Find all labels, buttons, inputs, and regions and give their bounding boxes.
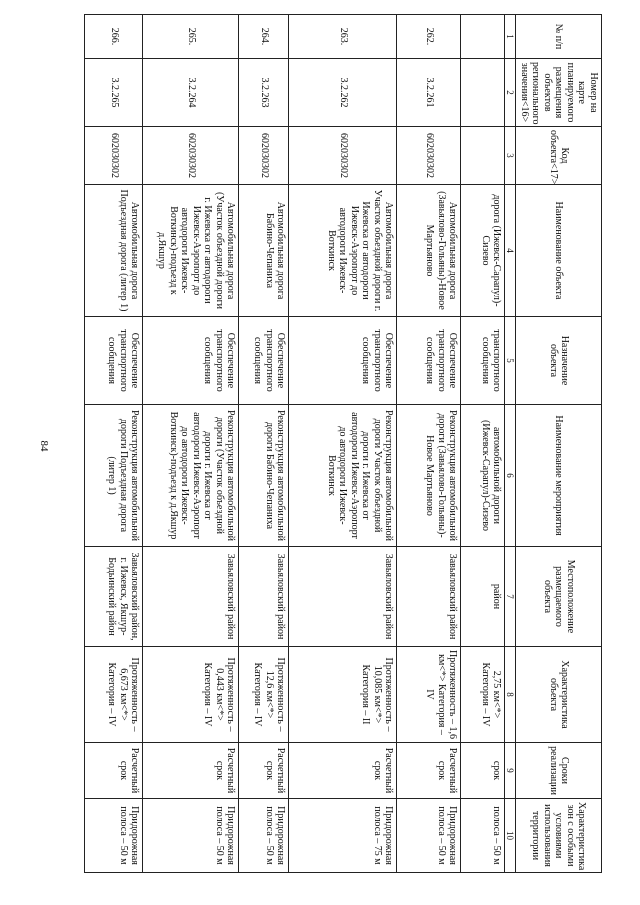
- object-code: 602030302: [289, 127, 397, 185]
- column-index: 5: [505, 317, 516, 405]
- zone-characteristic: Придорожная полоса – 50 м: [239, 799, 289, 873]
- header-row: [516, 15, 602, 873]
- map-number: 3.2.262: [289, 59, 397, 127]
- object-name: дорога (Ижевск-Сарапул)-Сизево: [461, 185, 505, 317]
- object-purpose: Обеспечение транспортного сообщения: [397, 317, 461, 405]
- row-number: 263.: [289, 15, 397, 59]
- object-purpose: Обеспечение транспортного сообщения: [239, 317, 289, 405]
- map-number: 3.2.264: [143, 59, 239, 127]
- header-cell: № п/п: [516, 15, 602, 59]
- implementation-term: Расчетный срок: [239, 743, 289, 799]
- measure-name: Реконструкция автомобильной дороги (Завьялово-Гольяны)-Новое Мартьяново: [397, 405, 461, 547]
- header-cell: Характеристика объекта: [516, 647, 602, 743]
- header-cell: Наименование мероприятия: [516, 405, 602, 547]
- column-index: 4: [505, 185, 516, 317]
- row-number: 264.: [239, 15, 289, 59]
- column-index: 6: [505, 405, 516, 547]
- implementation-term: Расчетный срок: [397, 743, 461, 799]
- table-row: [239, 15, 289, 873]
- rotated-page: [106, 14, 602, 872]
- header-cell: Назначение объекта: [516, 317, 602, 405]
- object-purpose: Обеспечение транспортного сообщения: [143, 317, 239, 405]
- zone-characteristic: полоса – 50 м: [461, 799, 505, 873]
- object-location: Завьяловский район: [397, 547, 461, 647]
- column-index: 2: [505, 59, 516, 127]
- object-location: район: [461, 547, 505, 647]
- object-code: 602030302: [143, 127, 239, 185]
- object-code: 602030302: [85, 127, 143, 185]
- table-row: [397, 15, 461, 873]
- object-name: Автомобильная дорога Бабино-Чепаниха: [239, 185, 289, 317]
- header-cell: Наименование объекта: [516, 185, 602, 317]
- row-number: 262.: [397, 15, 461, 59]
- measure-name: Реконструкция автомобильной дороги (Участок объездной дороги г. Ижевска от автодороги Ижевск-Аэропорт до автодороги Ижевск-Воткинск)-подъезд к д.Якшур: [143, 405, 239, 547]
- implementation-term: Расчетный срок: [143, 743, 239, 799]
- object-code: 602030302: [397, 127, 461, 185]
- objects-table: [85, 14, 603, 873]
- map-number: 3.2.263: [239, 59, 289, 127]
- column-index: 9: [505, 743, 516, 799]
- object-purpose: Обеспечение транспортного сообщения: [85, 317, 143, 405]
- zone-characteristic: Придорожная полоса – 50 м: [397, 799, 461, 873]
- header-cell: Характеристика зон с особыми условиями использования территории: [516, 799, 602, 873]
- zone-characteristic: Придорожная полоса – 50 м: [143, 799, 239, 873]
- object-characteristic: Протяженность – 12,6 км<*> Категория – IV: [239, 647, 289, 743]
- object-name: Автомобильная дорога (Участок объездной дороги г. Ижевска от автодороги Ижевск-Аэропорт до автодороги Ижевск-Воткинск)-подъезд к д.Якшур: [143, 185, 239, 317]
- table-viewport: [106, 14, 602, 872]
- object-name: Автомобильная дорога Участок объездной дороги г. Ижевска от автодороги Ижевск-Аэропорт до автодороги Ижевск-Воткинск: [289, 185, 397, 317]
- object-name: Автомобильная дорога Подъездная дорога (литер 1): [85, 185, 143, 317]
- object-location: Завьяловский район: [143, 547, 239, 647]
- row-number: 265.: [143, 15, 239, 59]
- object-characteristic: Протяженность – 10,085 км<*> Категория – II: [289, 647, 397, 743]
- table-row: [143, 15, 239, 873]
- measure-name: Реконструкция автомобильной дороги Подъездная дорога (литер 1): [85, 405, 143, 547]
- measure-name: Реконструкция автомобильной дороги Бабино-Чепаниха: [239, 405, 289, 547]
- map-number: 3.2.265: [85, 59, 143, 127]
- object-characteristic: Протяженность – 6,673 км<*> Категория – IV: [85, 647, 143, 743]
- object-code: [461, 127, 505, 185]
- object-code: 602030302: [239, 127, 289, 185]
- page-number: 84: [38, 440, 50, 452]
- map-number: [461, 59, 505, 127]
- object-purpose: транспортного сообщения: [461, 317, 505, 405]
- object-purpose: Обеспечение транспортного сообщения: [289, 317, 397, 405]
- implementation-term: Расчетный срок: [289, 743, 397, 799]
- object-location: Завьяловский район: [289, 547, 397, 647]
- row-number: [461, 15, 505, 59]
- map-number: 3.2.261: [397, 59, 461, 127]
- header-cell: Код объекта<17>: [516, 127, 602, 185]
- table-row: [289, 15, 397, 873]
- table-row: [85, 15, 143, 873]
- column-index: 1: [505, 15, 516, 59]
- implementation-term: срок: [461, 743, 505, 799]
- zone-characteristic: Придорожная полоса – 75 м: [289, 799, 397, 873]
- implementation-term: Расчетный срок: [85, 743, 143, 799]
- zone-characteristic: Придорожная полоса – 50 м: [85, 799, 143, 873]
- column-index: 8: [505, 647, 516, 743]
- header-cell: Сроки реализации: [516, 743, 602, 799]
- column-index: 3: [505, 127, 516, 185]
- column-index-row: [505, 15, 516, 873]
- column-index: 7: [505, 547, 516, 647]
- column-index: 10: [505, 799, 516, 873]
- measure-name: Реконструкция автомобильной дороги Участок объездной дороги г. Ижевска от автодороги Ижевск-Аэропорт до автодороги Ижевск-Воткинск: [289, 405, 397, 547]
- table-row: [461, 15, 505, 873]
- object-location: Завьяловский район: [239, 547, 289, 647]
- object-characteristic: Протяженность – 0,443 км<*> Категория – IV: [143, 647, 239, 743]
- object-characteristic: 2,75 км<*> Категория – IV: [461, 647, 505, 743]
- measure-name: автомобильной дороги (Ижевск-Сарапул)-Сизево: [461, 405, 505, 547]
- object-location: Завьяловский район, г. Ижевск, Якшур-Бодьинский район: [85, 547, 143, 647]
- row-number: 266.: [85, 15, 143, 59]
- object-characteristic: Протяженность – 1,6 км<*> Категория – IV: [397, 647, 461, 743]
- header-cell: Местоположение размещаемого объекта: [516, 547, 602, 647]
- header-cell: Номер на карте планируемого размещения объектов регионального значения<16>: [516, 59, 602, 127]
- object-name: Автомобильная дорога (Завьялово-Гольяны)-Новое Мартьяново: [397, 185, 461, 317]
